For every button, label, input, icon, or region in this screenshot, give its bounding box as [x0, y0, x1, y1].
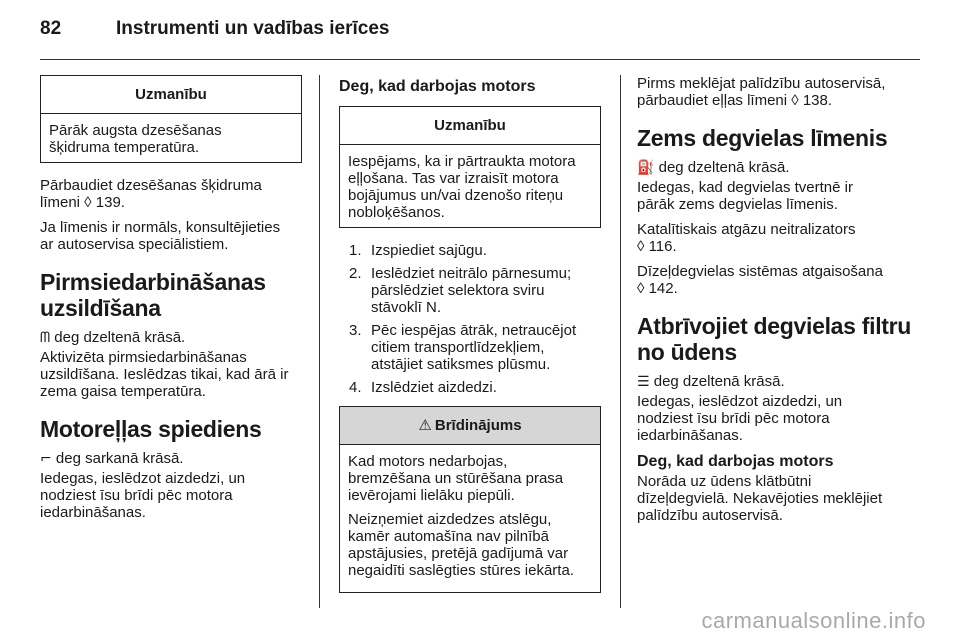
coolant-check-text: Pārbaudiet dzesēšanas šķidruma līmeni ◊ 139. — [40, 177, 262, 211]
warning-paragraph: Kad motors nedarbojas, bremzēšana un stūrēšana prasa ievērojami lielāku piepūli. — [348, 453, 564, 504]
column-middle — [339, 75, 601, 607]
step-item: 2. Ieslēdziet neitrālo pārnesumu; pārslēdziet selektora sviru stāvoklī N. — [349, 265, 572, 316]
page-number: 82 — [40, 18, 62, 39]
step-item: 3. Pēc iespējas ātrāk, netraucējot citiem transportlīdzekļiem, atstājiet satiksmes plūsmu. — [349, 322, 577, 373]
heading-engine-running: Deg, kad darbojas motors — [339, 78, 536, 95]
heading-water-drain: Atbrīvojiet degvielas filtru no ūdens — [637, 313, 912, 365]
fuel-status: ⛽ deg dzeltenā krāsā. — [637, 159, 790, 176]
caution-line: Pārāk augsta dzesēšanas — [49, 122, 222, 139]
caution-box-coolant — [40, 75, 302, 163]
caution-heading: Uzmanību — [41, 76, 301, 114]
oil-level-check-text: Pirms meklējat palīdzību autoservisā, pārbaudiet eļļas līmeni ◊ 138. — [637, 75, 886, 109]
oil-status: ⌐ deg sarkanā krāsā. — [40, 450, 184, 467]
fuel-description: Iedegas, kad degvielas tvertnē ir pārāk zems degvielas līmenis. — [637, 179, 853, 213]
warning-heading: ⚠ Brīdinājums — [340, 407, 600, 445]
heading-engine-running-2: Deg, kad darbojas motors — [637, 453, 834, 470]
catalytic-reference: Katalītiskais atgāzu neitralizators ◊ 116. — [637, 221, 856, 255]
warning-triangle-icon: ⚠ — [418, 416, 432, 434]
column-divider-1 — [319, 75, 320, 608]
running-description: Norāda uz ūdens klātbūtni dīzeļdegvielā. Nekavējoties meklējiet palīdzību autoservisā. — [637, 473, 883, 524]
header-rule — [40, 59, 920, 60]
column-divider-2 — [620, 75, 621, 608]
step-item: 1. Izspiediet sajūgu. — [349, 242, 487, 259]
step-item: 4. Izslēdziet aizdedzi. — [349, 379, 497, 396]
page-title: Instrumenti un vadības ierīces — [116, 18, 390, 39]
preheat-coil-icon: ᗰ — [40, 330, 51, 346]
preheat-description: Aktivizēta pirmsiedarbināšanas uzsildīšana. Ieslēdzas tikai, kad ārā ir zema gaisa temperatūra. — [40, 349, 289, 400]
preheat-status: ᗰ deg dzeltenā krāsā. — [40, 329, 186, 346]
column-left — [40, 75, 302, 529]
oil-description: Iedegas, ieslēdzot aizdedzi, un nodziest īsu brīdi pēc motora iedarbināšanas. — [40, 470, 246, 521]
caution-heading: Uzmanību — [340, 107, 600, 145]
heading-oil-pressure: Motoreļļas spiediens — [40, 416, 262, 442]
column-right — [637, 75, 917, 532]
fuel-pump-icon: ⛽ — [637, 160, 655, 176]
heading-preheating: Pirmsiedarbināšanas uzsildīšana — [40, 269, 266, 321]
water-status: ☰ deg dzeltenā krāsā. — [637, 373, 785, 390]
water-in-fuel-icon: ☰ — [637, 374, 650, 390]
heading-low-fuel: Zems degvielas līmenis — [637, 125, 888, 151]
watermark: carmanualsonline.info — [701, 608, 926, 633]
warning-paragraph: Neizņemiet aizdedzes atslēgu, kamēr automašīna nav pilnībā apstājusies, pretējā gadījumā var negaidīti saslēgties stūres iekārta. — [348, 511, 574, 579]
diesel-purge-reference: Dīzeļdegvielas sistēmas atgaisošana ◊ 142. — [637, 263, 883, 297]
caution-line: šķidruma temperatūra. — [49, 139, 200, 156]
water-description: Iedegas, ieslēdzot aizdedzi, un nodziest īsu brīdi pēc motora iedarbināšanas. — [637, 393, 843, 444]
caution-box-lubrication: Uzmanību Iespējams, ka ir pārtraukta motora eļļošana. Tas var izraisīt motora bojājumus un/vai dzenošo riteņu nobloķēšanos. — [339, 106, 601, 228]
oil-can-icon: ⌐ — [40, 451, 52, 467]
steps-list — [349, 242, 601, 396]
coolant-advice-text: Ja līmenis ir normāls, konsultējieties ar autoservisa speciālistiem. — [40, 219, 281, 253]
warning-box — [339, 406, 601, 593]
page-header — [40, 18, 920, 48]
